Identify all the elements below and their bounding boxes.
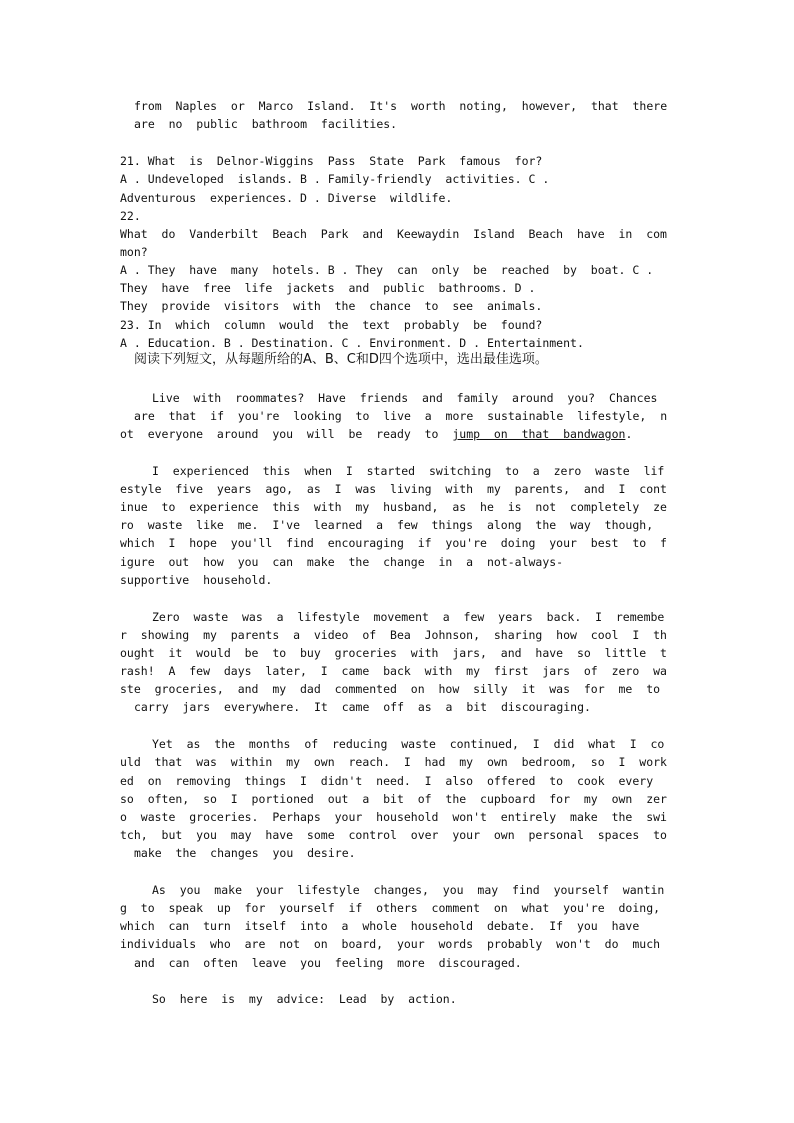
paragraph-line: I experienced this when I started switching to a zero waste lif	[152, 464, 665, 478]
paragraph-line	[120, 425, 632, 443]
paragraph-line: o waste groceries. Perhaps your household won't entirely make the swi	[120, 810, 667, 824]
question-21-options: Adventurous experiences. D . Diverse wildlife.	[120, 191, 453, 205]
paragraph-line: uld that was within my own reach. I had my own bedroom, so I work	[120, 755, 667, 769]
paragraph-line: estyle five years ago, as I was living with my parents, and I cont	[120, 482, 667, 496]
paragraph-line: and can often leave you feeling more discouraged.	[134, 956, 522, 970]
question-21-options: A . Undeveloped islands. B . Family-friendly activities. C .	[120, 172, 550, 186]
question-22-number: 22.	[120, 209, 141, 223]
paragraph-line: As you make your lifestyle changes, you may find yourself wantin	[152, 883, 665, 897]
paragraph-line: so often, so I portioned out a bit of the cupboard for my own zer	[120, 792, 667, 806]
question-22-options: They provide visitors with the chance to see animals.	[120, 299, 543, 313]
passage-a-line: from Naples or Marco Island. It's worth noting, however, that there	[134, 99, 668, 113]
paragraph-line: supportive household.	[120, 573, 273, 587]
paragraph-line: igure out how you can make the change in a not-always-	[120, 555, 564, 569]
section-instruction: 阅读下列短文，从每题所给的A、B、C和D四个选项中，选出最佳选项。	[134, 352, 548, 367]
paragraph-line: ro waste like me. I've learned a few things along the way though,	[120, 518, 654, 532]
paragraph-line: g to speak up for yourself if others comment on what you're doing,	[120, 901, 661, 915]
paragraph-line: tch, but you may have some control over your own personal spaces to	[120, 828, 667, 842]
paragraph-text: .	[625, 427, 633, 441]
paragraph-line: make the changes you desire.	[134, 846, 356, 860]
paragraph-line: rash! A few days later, I came back with my first jars of zero wa	[120, 664, 667, 678]
question-22-options: A . They have many hotels. B . They can only be reached by boat. C .	[120, 263, 654, 277]
paragraph-line: r showing my parents a video of Bea Johnson, sharing how cool I th	[120, 628, 667, 642]
paragraph-line: Yet as the months of reducing waste continued, I did what I co	[152, 737, 665, 751]
paragraph-line: Live with roommates? Have friends and family around you? Chances	[152, 391, 658, 405]
paragraph-line: Zero waste was a lifestyle movement a few years back. I remembe	[152, 610, 665, 624]
paragraph-line: are that if you're looking to live a more sustainable lifestyle, n	[134, 409, 668, 423]
passage-a-line: are no public bathroom facilities.	[134, 117, 398, 131]
paragraph-line: carry jars everywhere. It came off as a bit discouraging.	[134, 700, 591, 714]
underlined-phrase: jump on that bandwagon	[452, 427, 626, 441]
paragraph-line: ought it would be to buy groceries with jars, and have so little t	[120, 646, 667, 660]
question-22-options: They have free life jackets and public bathrooms. D .	[120, 281, 536, 295]
paragraph-line: individuals who are not on board, your words probably won't do much	[120, 937, 661, 951]
paragraph-line: ste groceries, and my dad commented on how silly it was for me to	[120, 682, 661, 696]
question-23-options: A . Education. B . Destination. C . Environment. D . Entertainment.	[120, 336, 584, 350]
paragraph-line: inue to experience this with my husband, as he is not completely ze	[120, 500, 667, 514]
question-22-stem: mon?	[120, 245, 148, 259]
paragraph-line: which can turn itself into a whole household debate. If you have	[120, 919, 640, 933]
question-22-stem: What do Vanderbilt Beach Park and Keewaydin Island Beach have in com	[120, 227, 667, 241]
question-21-stem: 21. What is Delnor-Wiggins Pass State Park famous for?	[120, 154, 543, 168]
paragraph-line: ed on removing things I didn't need. I also offered to cook every	[120, 774, 654, 788]
paragraph-line: which I hope you'll find encouraging if you're doing your best to f	[120, 536, 667, 550]
paragraph-line: So here is my advice: Lead by action.	[152, 992, 457, 1006]
question-23-stem: 23. In which column would the text probably be found?	[120, 318, 543, 332]
paragraph-text: ot everyone around you will be ready to	[120, 427, 453, 441]
